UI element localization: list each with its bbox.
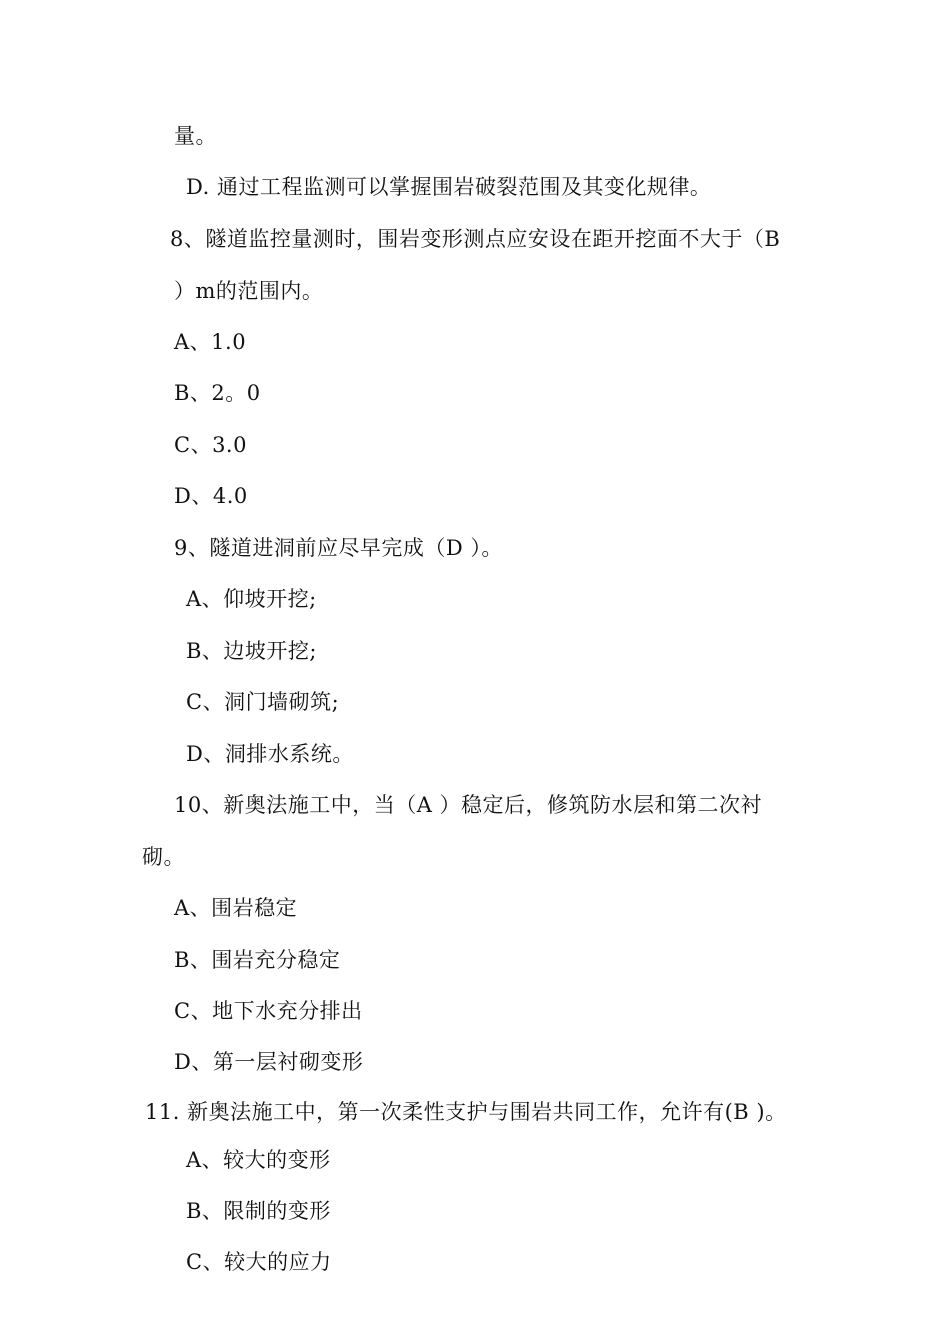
question-8-continued: ）m的范围内。 [174,279,324,303]
option-a-line: A、围岩稳定 [174,896,298,920]
option-c-line: C、较大的应力 [186,1250,332,1274]
option-b-line: B、边坡开挖; [186,639,318,663]
option-a-line: A、1.0 [174,330,247,354]
option-d-line: D、4.0 [174,484,248,508]
option-a-line: A、较大的变形 [186,1148,331,1172]
question-11: 11. 新奥法施工中，第一次柔性支护与围岩共同工作，允许有(B )。 [145,1100,787,1124]
option-c-line: C、3.0 [174,433,247,457]
option-b-line: B、围岩充分稳定 [174,948,341,972]
option-b-line: B、限制的变形 [186,1199,331,1223]
option-c-line: C、地下水充分排出 [174,999,363,1023]
question-10-continued: 砌。 [142,845,185,869]
question-9: 9、隧道进洞前应尽早完成（D ）。 [174,536,503,560]
option-d-line: D. 通过工程监测可以掌握围岩破裂范围及其变化规律。 [186,175,712,199]
text-line: 量。 [174,124,217,148]
question-8: 8、隧道监控量测时，围岩变形测点应安设在距开挖面不大于（B [170,227,781,251]
option-b-line: B、2。0 [174,381,261,405]
option-a-line: A、仰坡开挖; [186,587,317,611]
option-c-line: C、洞门墙砌筑; [186,690,340,714]
option-d-line: D、第一层衬砌变形 [174,1050,364,1074]
question-10: 10、新奥法施工中，当（A ）稳定后，修筑防水层和第二次衬 [174,793,763,817]
option-d-line: D、洞排水系统。 [186,742,354,766]
